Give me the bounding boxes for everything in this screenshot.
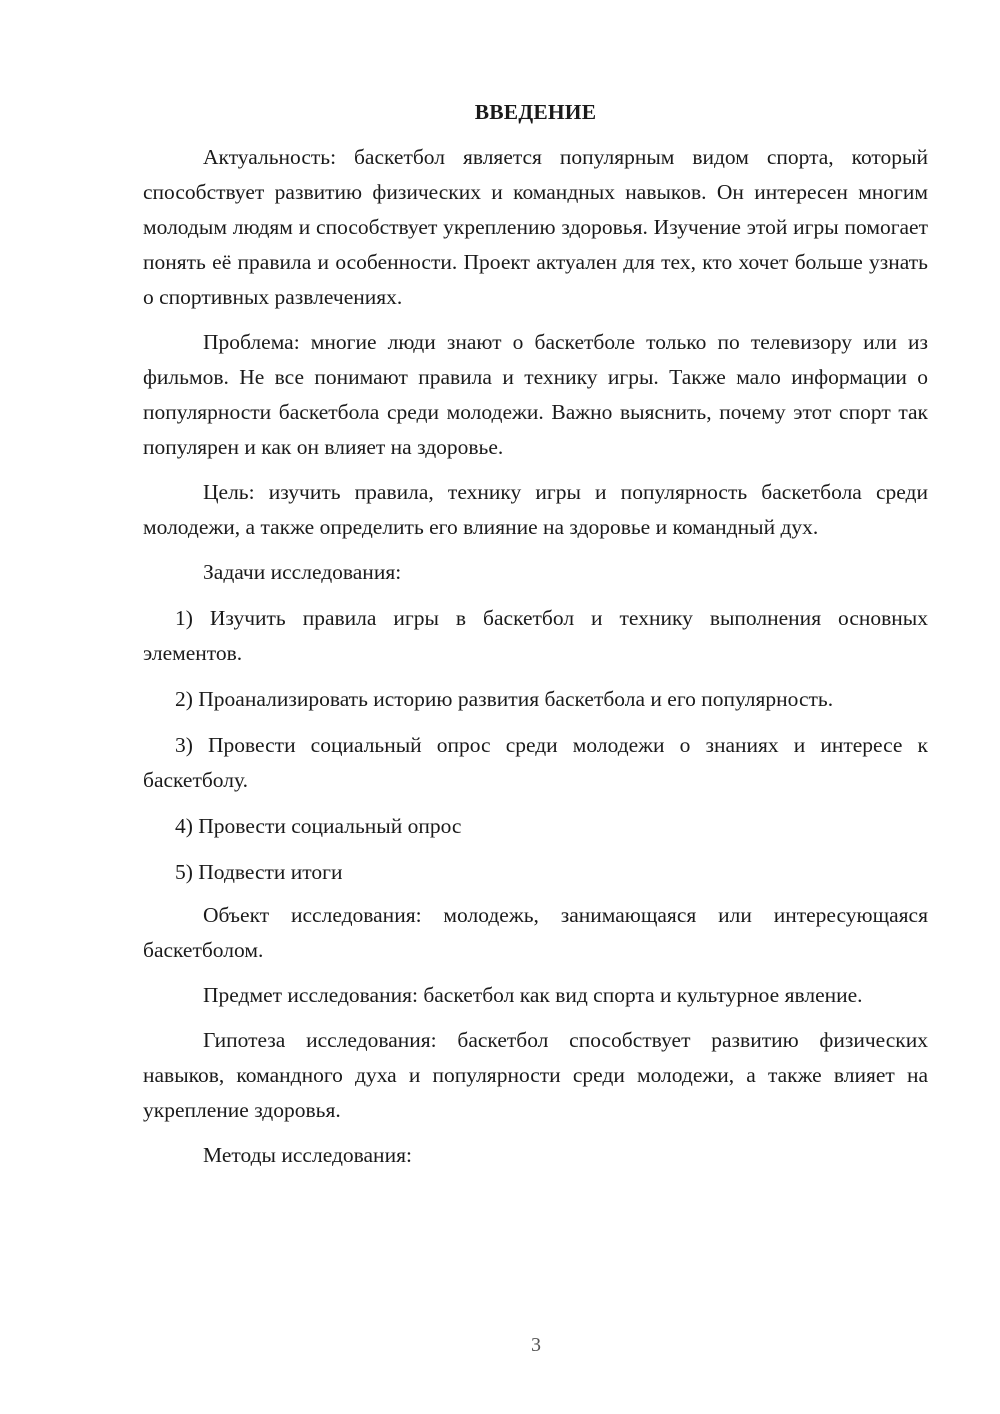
section-title: ВВЕДЕНИЕ <box>474 100 597 124</box>
task-item-2: 2) Проанализировать историю развития баскетбола и его популярность. <box>175 687 834 711</box>
document-page <box>143 95 928 1184</box>
task-item-5: 5) Подвести итоги <box>175 860 343 884</box>
methods-heading: Методы исследования: <box>203 1143 412 1167</box>
task-item-3: 3) Провести социальный опрос среди молодежи о знаниях и интересе к баскетболу. <box>143 733 928 792</box>
page-number: 3 <box>531 1334 541 1356</box>
subject-paragraph: Предмет исследования: баскетбол как вид спорта и культурное явление. <box>203 983 863 1007</box>
relevance-paragraph: Актуальность: баскетбол является популярным видом спорта, который способствует развитию физических и командных навыков. Он интересен многим молодым людям и способствует укреплению здоровья. Изучение этой игры помогает понять её правила и особенности. Проект актуален для тех, кто хочет больше узнать о спортивных развлечениях. <box>143 145 928 309</box>
task-item-4: 4) Провести социальный опрос <box>175 814 462 838</box>
task-item-1: 1) Изучить правила игры в баскетбол и технику выполнения основных элементов. <box>143 606 928 665</box>
problem-paragraph: Проблема: многие люди знают о баскетболе только по телевизору или из фильмов. Не все понимают правила и технику игры. Также мало информации о популярности баскетбола среди молодежи. Важно выяснить, почему этот спорт так популярен и как он влияет на здоровье. <box>143 330 928 459</box>
goal-paragraph: Цель: изучить правила, технику игры и популярность баскетбола среди молодежи, а также определить его влияние на здоровье и командный дух. <box>143 480 928 539</box>
hypothesis-paragraph: Гипотеза исследования: баскетбол способствует развитию физических навыков, командного духа и популярности среди молодежи, а также влияет на укрепление здоровья. <box>143 1028 928 1122</box>
tasks-heading: Задачи исследования: <box>203 560 402 584</box>
object-paragraph: Объект исследования: молодежь, занимающаяся или интересующаяся баскетболом. <box>143 903 928 962</box>
